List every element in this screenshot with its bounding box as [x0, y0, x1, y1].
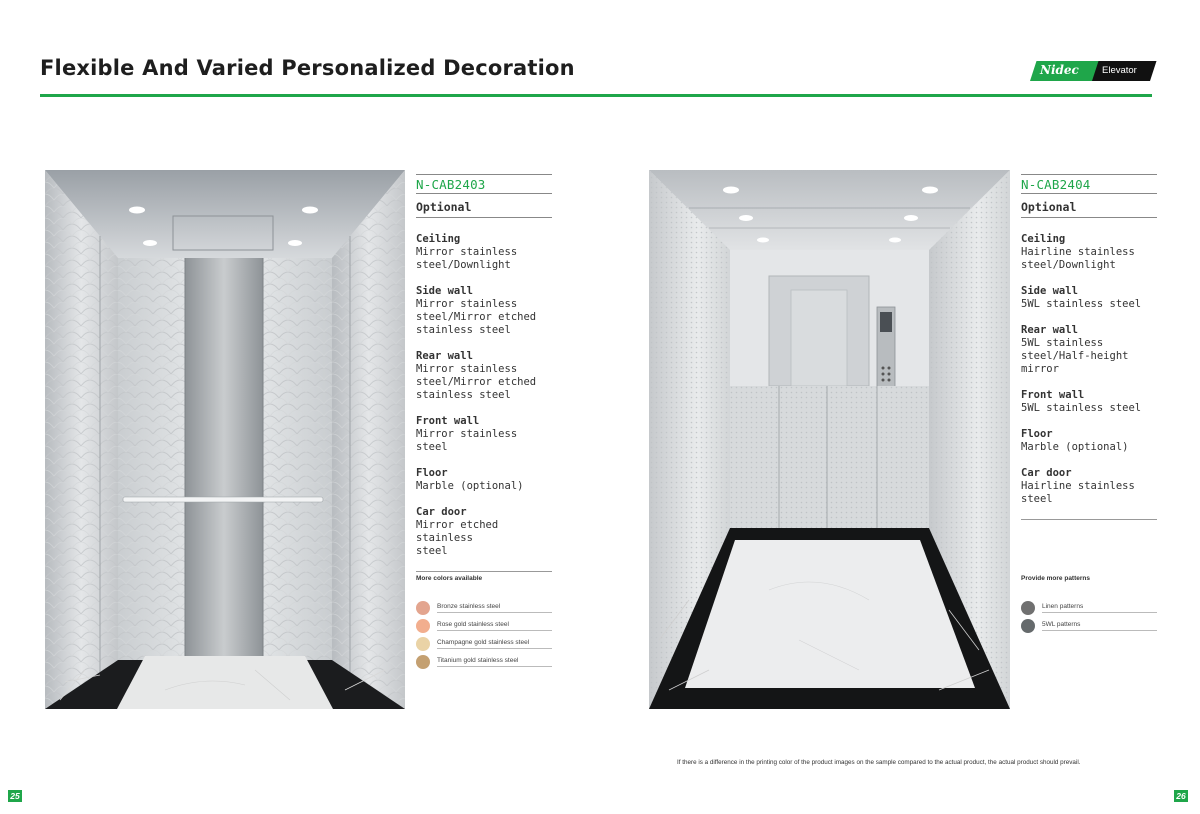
header-rule: [40, 94, 1152, 97]
spec-value: Hairline stainless steel/Downlight: [1021, 246, 1135, 271]
spec-label: Side wall: [416, 285, 473, 297]
swatch-row: [416, 617, 552, 635]
spec-label: Rear wall: [416, 350, 473, 362]
swatch-color-dot: [1021, 601, 1035, 615]
page-title: Flexible And Varied Personalized Decoration: [40, 56, 575, 80]
spec-item-ceiling: [416, 233, 552, 272]
swatch-row: [416, 599, 552, 617]
spec-item-floor: [416, 467, 552, 493]
spec-label: Floor: [1021, 428, 1053, 440]
spec-item-floor: [1021, 428, 1157, 454]
swatch-color-dot: [416, 655, 430, 669]
swatch-row: [1021, 599, 1157, 617]
spec-value: Marble (optional): [416, 480, 524, 492]
swatch-title-patterns: Provide more patterns: [1021, 575, 1090, 582]
model-code: N-CAB2403: [416, 177, 486, 192]
spec-value: Mirror stainless steel/Mirror etched stainless steel: [416, 363, 537, 401]
spec-item-side-wall: [416, 285, 552, 337]
spec-value: Mirror stainless steel/Downlight: [416, 246, 518, 271]
swatch-row: [1021, 617, 1157, 635]
optional-label: Optional: [416, 200, 472, 214]
spec-item-rear-wall: [416, 350, 552, 402]
spec-item-front-wall: [1021, 389, 1157, 415]
spec-item-car-door: [416, 506, 552, 558]
swatch-color-dot: [1021, 619, 1035, 633]
spec-end-rule: [416, 571, 552, 572]
logo-brand-text: Nidec: [1040, 63, 1079, 77]
swatch-row: [416, 635, 552, 653]
spec-value: 5WL stainless steel: [1021, 402, 1142, 414]
spec-panel-n-cab2404: [1021, 174, 1157, 520]
spec-value: Marble (optional): [1021, 441, 1129, 453]
elevator-photo-n-cab2403: [45, 170, 405, 709]
page-number-right: 26: [1174, 790, 1188, 802]
page-number-left: 25: [8, 790, 22, 802]
spec-value: Mirror stainless steel/Mirror etched stainless steel: [416, 298, 537, 336]
swatch-color-dot: [416, 601, 430, 615]
print-disclaimer: If there is a difference in the printing color of the product images on the sample compared to the actual product, the actual product should prevail.: [677, 759, 1081, 766]
spec-label: Ceiling: [416, 233, 461, 245]
spec-item-rear-wall: [1021, 324, 1157, 376]
elevator-photo-n-cab2404: [649, 170, 1010, 709]
spec-panel-n-cab2403: [416, 174, 552, 572]
swatch-row: [416, 653, 552, 671]
swatch-label: Bronze stainless steel: [437, 603, 552, 613]
logo-sub-text: Elevator: [1102, 65, 1137, 76]
swatch-color-dot: [416, 619, 430, 633]
spec-label: Front wall: [416, 415, 480, 427]
spec-label: Side wall: [1021, 285, 1078, 297]
spec-item-car-door: [1021, 467, 1157, 506]
color-swatch-list: [416, 599, 552, 671]
spec-label: Car door: [416, 506, 467, 518]
optional-label: Optional: [1021, 200, 1077, 214]
model-code: N-CAB2404: [1021, 177, 1091, 192]
swatch-label: Rose gold stainless steel: [437, 621, 552, 631]
spec-label: Ceiling: [1021, 233, 1066, 245]
swatch-color-dot: [416, 637, 430, 651]
spec-value: 5WL stainless steel/Half-height mirror: [1021, 337, 1129, 375]
swatch-label: 5WL patterns: [1042, 621, 1157, 631]
spec-end-rule: [1021, 519, 1157, 520]
spec-label: Front wall: [1021, 389, 1085, 401]
spec-value: Mirror etched stainless steel: [416, 519, 499, 557]
swatch-label: Champagne gold stainless steel: [437, 639, 552, 649]
spec-value: Hairline stainless steel: [1021, 480, 1135, 505]
spec-value: Mirror stainless steel: [416, 428, 518, 453]
pattern-swatch-list: [1021, 599, 1157, 635]
brand-logo: [1030, 61, 1153, 81]
spec-item-side-wall: [1021, 285, 1157, 311]
spec-label: Car door: [1021, 467, 1072, 479]
spec-value: 5WL stainless steel: [1021, 298, 1142, 310]
spec-label: Floor: [416, 467, 448, 479]
spec-item-ceiling: [1021, 233, 1157, 272]
swatch-label: Titanium gold stainless steel: [437, 657, 552, 667]
spec-item-front-wall: [416, 415, 552, 454]
swatch-title-colors: More colors available: [416, 575, 483, 582]
spec-label: Rear wall: [1021, 324, 1078, 336]
swatch-label: Linen patterns: [1042, 603, 1157, 613]
